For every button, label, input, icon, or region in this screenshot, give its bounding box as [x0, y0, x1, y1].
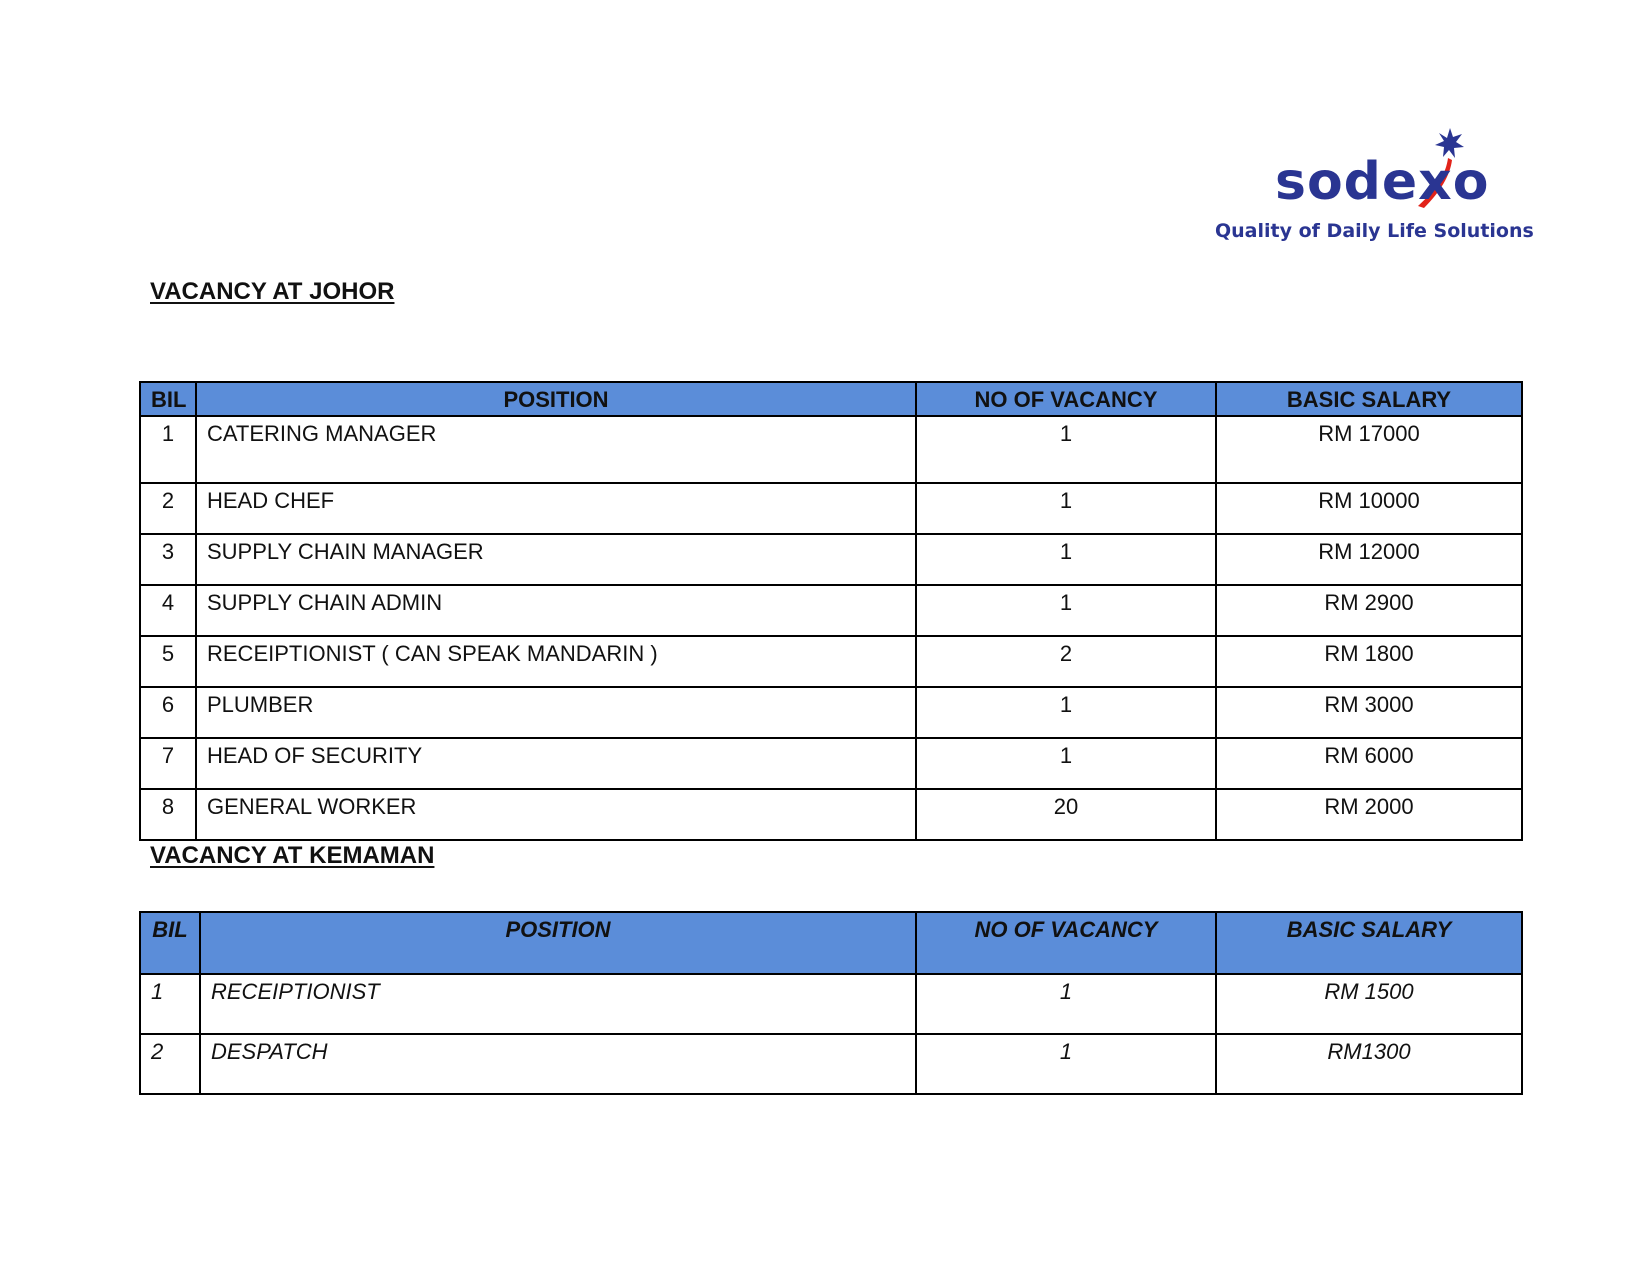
table-row — [140, 483, 1522, 534]
sodexo-logo — [1205, 128, 1534, 248]
cell-position: DESPATCH — [200, 1034, 916, 1094]
cell-vacancy: 1 — [916, 534, 1216, 585]
johor-section-title: VACANCY AT JOHOR — [150, 278, 395, 305]
header-position: POSITION — [200, 912, 916, 974]
header-position: POSITION — [196, 382, 916, 416]
cell-vacancy: 1 — [916, 974, 1216, 1034]
table-row — [140, 1034, 1522, 1094]
cell-position: RECEIPTIONIST — [200, 974, 916, 1034]
cell-position: HEAD CHEF — [196, 483, 916, 534]
cell-salary: RM 3000 — [1216, 687, 1522, 738]
cell-vacancy: 1 — [916, 738, 1216, 789]
cell-position: PLUMBER — [196, 687, 916, 738]
cell-salary: RM 10000 — [1216, 483, 1522, 534]
cell-salary: RM 1800 — [1216, 636, 1522, 687]
cell-bil: 8 — [140, 789, 196, 840]
cell-salary: RM 2900 — [1216, 585, 1522, 636]
logo-wordmark: sodexo — [1275, 152, 1490, 212]
cell-vacancy: 1 — [916, 585, 1216, 636]
header-bil: BIL — [140, 912, 200, 974]
cell-bil: 1 — [140, 974, 200, 1034]
cell-vacancy: 1 — [916, 416, 1216, 483]
cell-vacancy: 1 — [916, 1034, 1216, 1094]
cell-position: SUPPLY CHAIN ADMIN — [196, 585, 916, 636]
cell-bil: 2 — [140, 1034, 200, 1094]
kemaman-section-title: VACANCY AT KEMAMAN — [150, 842, 435, 869]
cell-bil: 2 — [140, 483, 196, 534]
johor-vacancy-table — [139, 381, 1523, 841]
header-salary: BASIC SALARY — [1216, 912, 1522, 974]
header-salary: BASIC SALARY — [1216, 382, 1522, 416]
header-vacancy: NO OF VACANCY — [916, 382, 1216, 416]
logo-tagline: Quality of Daily Life Solutions — [1215, 220, 1534, 242]
cell-position: GENERAL WORKER — [196, 789, 916, 840]
cell-position: RECEIPTIONIST ( CAN SPEAK MANDARIN ) — [196, 636, 916, 687]
table-row — [140, 789, 1522, 840]
cell-position: CATERING MANAGER — [196, 416, 916, 483]
cell-vacancy: 1 — [916, 483, 1216, 534]
table-row — [140, 636, 1522, 687]
cell-bil: 1 — [140, 416, 196, 483]
cell-salary: RM 2000 — [1216, 789, 1522, 840]
kemaman-vacancy-table — [139, 911, 1523, 1095]
cell-salary: RM1300 — [1216, 1034, 1522, 1094]
table-row — [140, 585, 1522, 636]
cell-position: SUPPLY CHAIN MANAGER — [196, 534, 916, 585]
cell-bil: 5 — [140, 636, 196, 687]
cell-bil: 7 — [140, 738, 196, 789]
cell-bil: 4 — [140, 585, 196, 636]
table-row — [140, 687, 1522, 738]
cell-salary: RM 17000 — [1216, 416, 1522, 483]
table-row — [140, 738, 1522, 789]
header-bil: BIL — [140, 382, 196, 416]
cell-salary: RM 1500 — [1216, 974, 1522, 1034]
table-row — [140, 534, 1522, 585]
header-vacancy: NO OF VACANCY — [916, 912, 1216, 974]
table-header-row — [140, 912, 1522, 974]
cell-salary: RM 12000 — [1216, 534, 1522, 585]
cell-position: HEAD OF SECURITY — [196, 738, 916, 789]
table-header-row — [140, 382, 1522, 416]
cell-vacancy: 20 — [916, 789, 1216, 840]
cell-vacancy: 2 — [916, 636, 1216, 687]
cell-bil: 3 — [140, 534, 196, 585]
table-row — [140, 974, 1522, 1034]
cell-salary: RM 6000 — [1216, 738, 1522, 789]
cell-vacancy: 1 — [916, 687, 1216, 738]
table-row — [140, 416, 1522, 483]
cell-bil: 6 — [140, 687, 196, 738]
